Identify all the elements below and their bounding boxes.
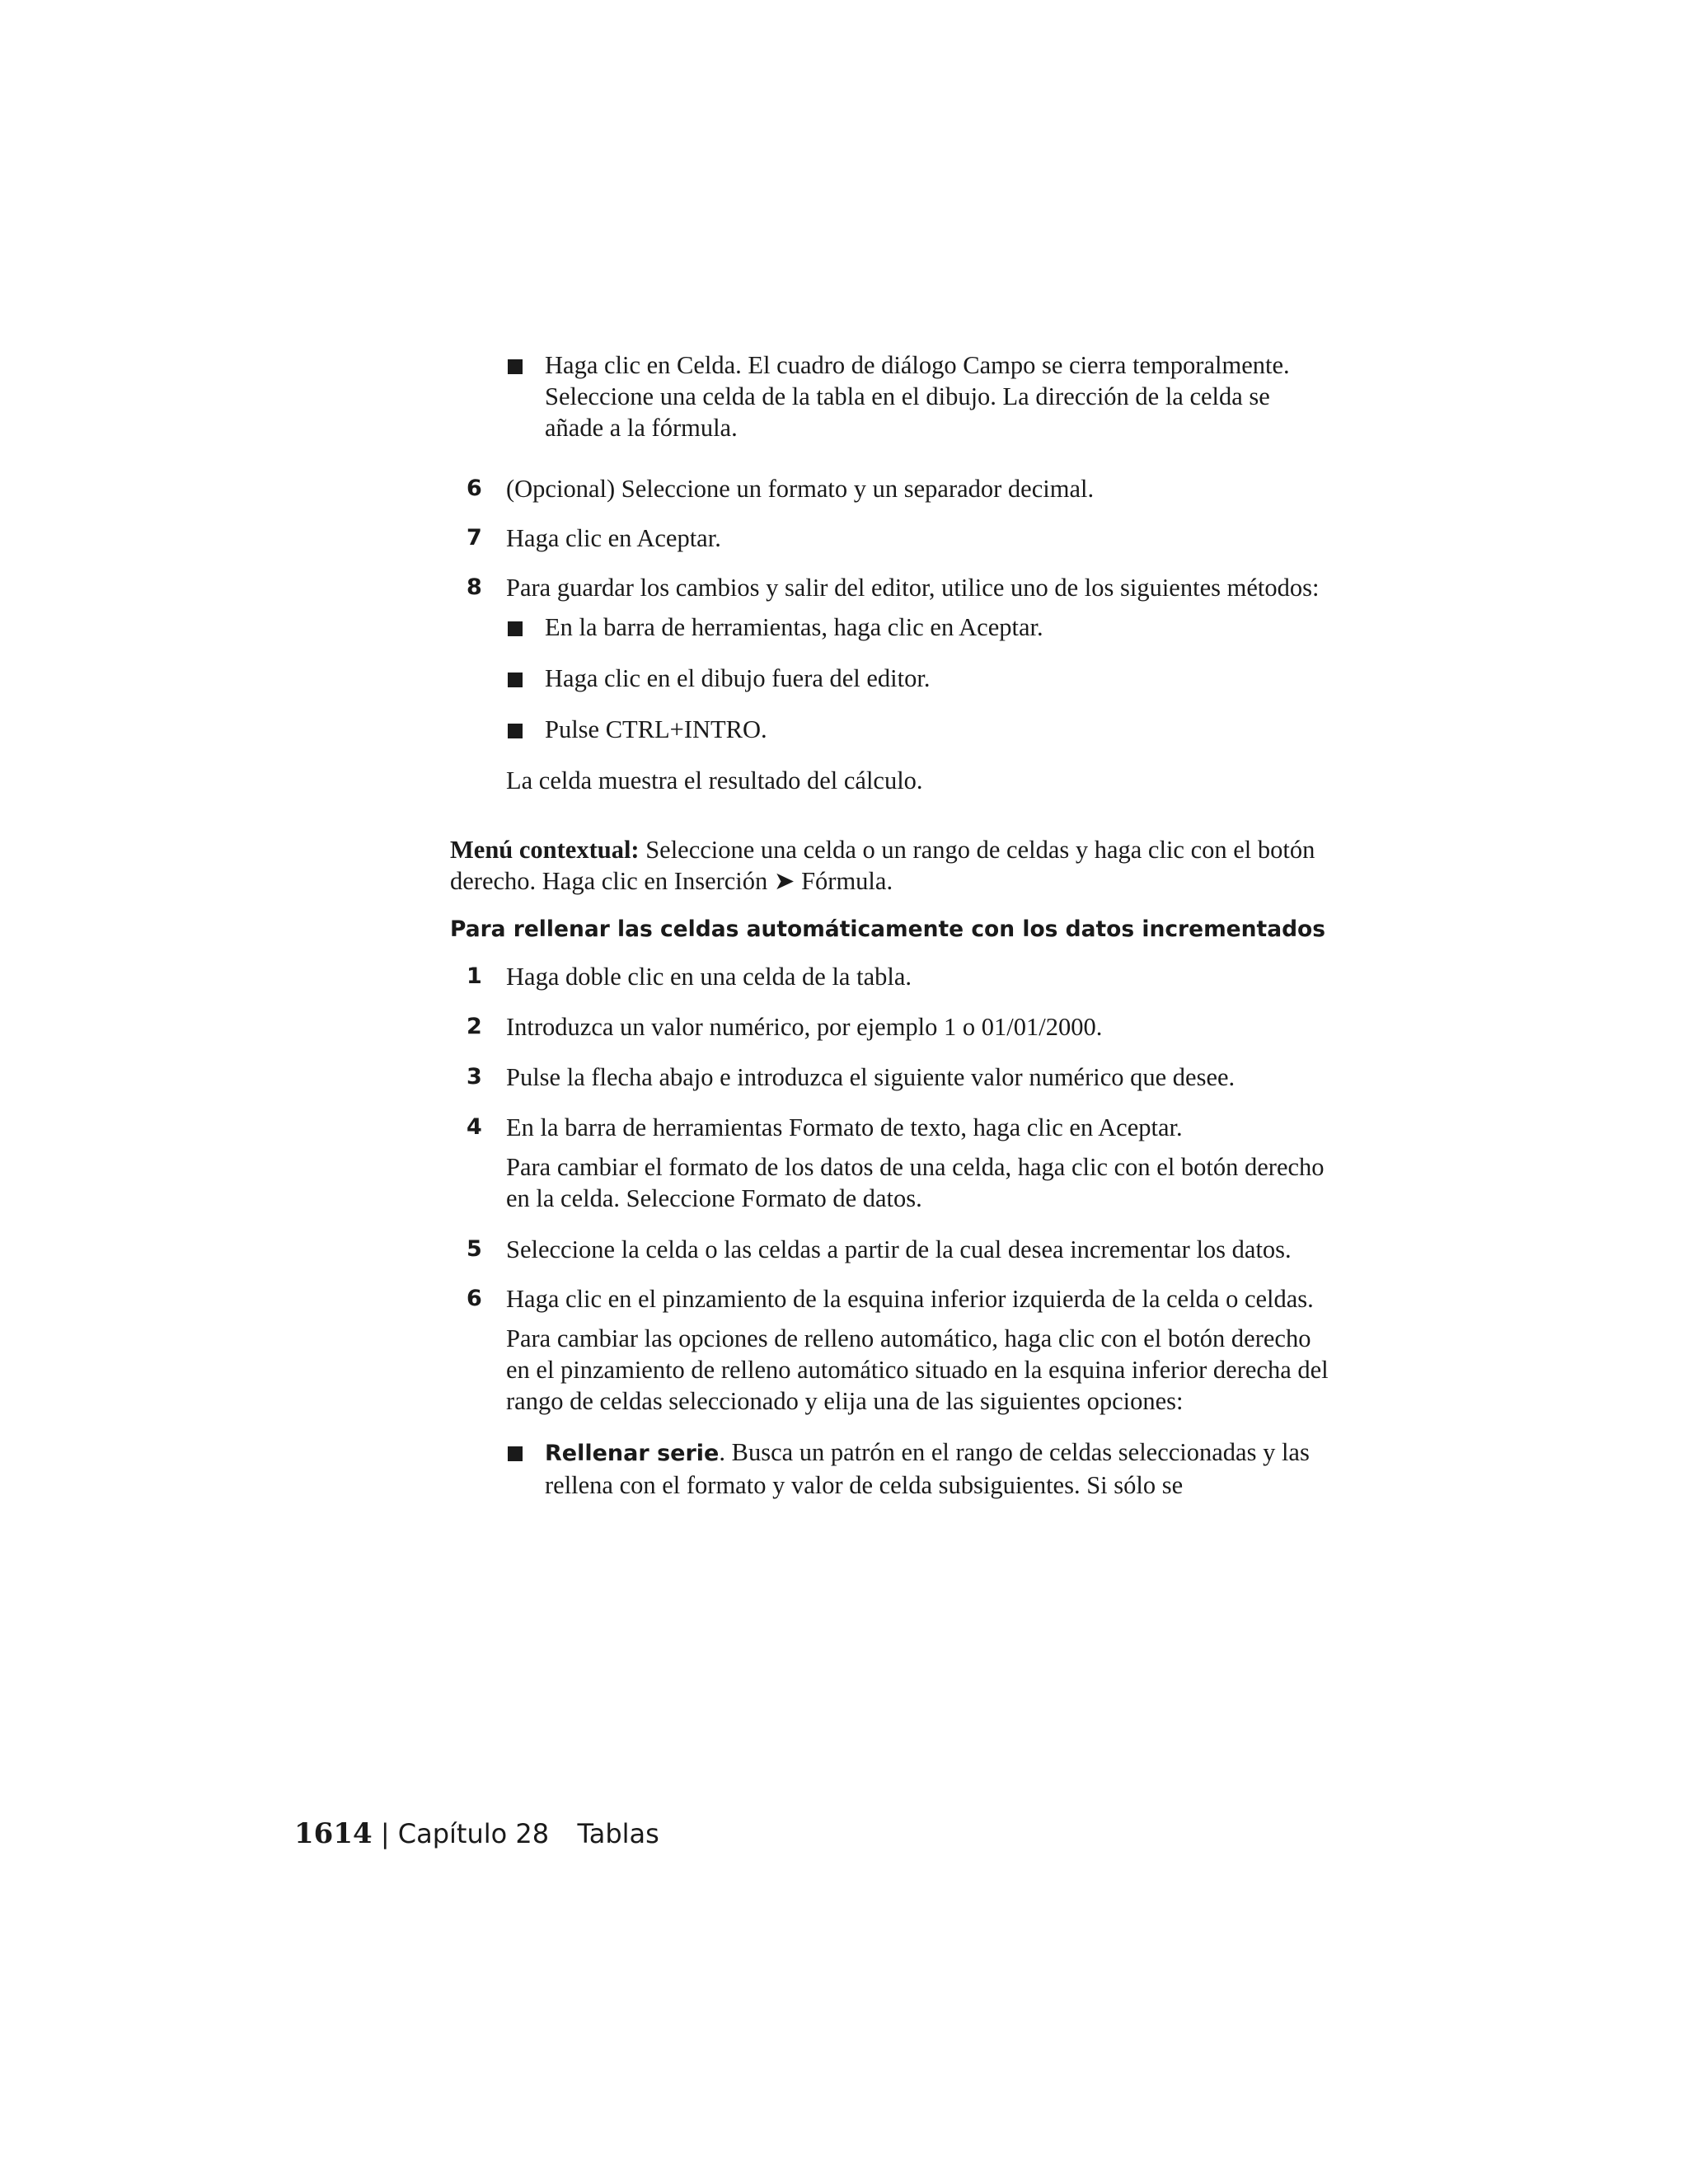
step-text: Introduzca un valor numérico, por ejemplo 1 o 01/01/2000. (506, 1013, 1103, 1041)
list-item (506, 349, 1332, 443)
list-item (506, 714, 1332, 745)
step-item (450, 473, 1332, 504)
step-item (450, 1283, 1332, 1315)
result-note: La celda muestra el resultado del cálculo. (506, 766, 923, 794)
context-menu-text: Seleccione una celda o un rango de celdas y haga clic con el botón derecho. Haga clic en Inserción ➤ Fórmula. (450, 836, 1315, 895)
square-bullet-icon (508, 1446, 523, 1461)
bullet-text: Haga clic en Celda. El cuadro de diálogo Campo se cierra temporalmente. Seleccione una celda de la tabla en el dibujo. La dirección de la celda se añade a la fórmula. (545, 351, 1290, 442)
step-number: 2 (467, 1014, 482, 1039)
list-item (506, 663, 1332, 694)
procedure-heading: Para rellenar las celdas automáticamente con los datos incrementados (450, 916, 1326, 942)
step-text: Seleccione la celda o las celdas a partir de la cual desea incrementar los datos. (506, 1235, 1292, 1263)
bullet-text: Pulse CTRL+INTRO. (545, 715, 767, 743)
step-text: Haga doble clic en una celda de la tabla. (506, 963, 912, 991)
step-number: 3 (467, 1064, 482, 1090)
square-bullet-icon (508, 673, 523, 687)
bullet-text: En la barra de herramientas, haga clic en Aceptar. (545, 613, 1043, 641)
step-number: 5 (467, 1236, 482, 1262)
list-item (506, 612, 1332, 643)
step-text: Haga clic en Aceptar. (506, 524, 721, 552)
page-footer (294, 1816, 659, 1852)
page-body (450, 349, 1332, 1501)
chapter-label: Capítulo 28 (397, 1818, 550, 1849)
square-bullet-icon (508, 359, 523, 374)
step-note: Para cambiar el formato de los datos de una celda, haga clic con el botón derecho en la celda. Seleccione Formato de datos. (506, 1153, 1325, 1212)
square-bullet-icon (508, 724, 523, 738)
square-bullet-icon (508, 621, 523, 636)
step-item (450, 523, 1332, 554)
step-item (450, 961, 1332, 992)
step-item (450, 572, 1332, 603)
option-term: Rellenar serie (545, 1441, 720, 1466)
bullet-text: Haga clic en el dibujo fuera del editor. (545, 664, 931, 692)
step-item (450, 1112, 1332, 1143)
step-number: 6 (467, 1286, 482, 1311)
context-menu-label: Menú contextual: (450, 836, 640, 864)
step-text: Para guardar los cambios y salir del editor, utilice uno de los siguientes métodos: (506, 574, 1320, 602)
step-number: 1 (467, 963, 482, 989)
step-item (450, 1234, 1332, 1265)
step-text: (Opcional) Seleccione un formato y un separador decimal. (506, 475, 1095, 503)
step-text: Haga clic en el pinzamiento de la esquina inferior izquierda de la celda o celdas. (506, 1285, 1314, 1313)
step-note: Para cambiar las opciones de relleno automático, haga clic con el botón derecho en el pinzamiento de relleno automático situado en la esquina inferior derecha del rango de celdas seleccionado y elija una de las siguientes opciones: (506, 1324, 1329, 1415)
step-text: Pulse la flecha abajo e introduzca el siguiente valor numérico que desee. (506, 1063, 1236, 1091)
chapter-title: Tablas (577, 1818, 659, 1849)
footer-separator: | (380, 1818, 390, 1849)
context-menu-note (450, 834, 1332, 897)
step-text: En la barra de herramientas Formato de texto, haga clic en Aceptar. (506, 1113, 1183, 1141)
page-number: 1614 (294, 1817, 373, 1850)
step-item (450, 1011, 1332, 1043)
step-number: 6 (467, 476, 482, 501)
bullet-text: . Busca un patrón en el rango de celdas seleccionadas y las rellena con el formato y valor de celda subsiguientes. Si sólo se (545, 1438, 1310, 1499)
list-item (506, 1436, 1332, 1501)
step-number: 8 (467, 574, 482, 600)
step-number: 7 (467, 525, 482, 551)
step-number: 4 (467, 1114, 482, 1140)
step-item (450, 1062, 1332, 1093)
